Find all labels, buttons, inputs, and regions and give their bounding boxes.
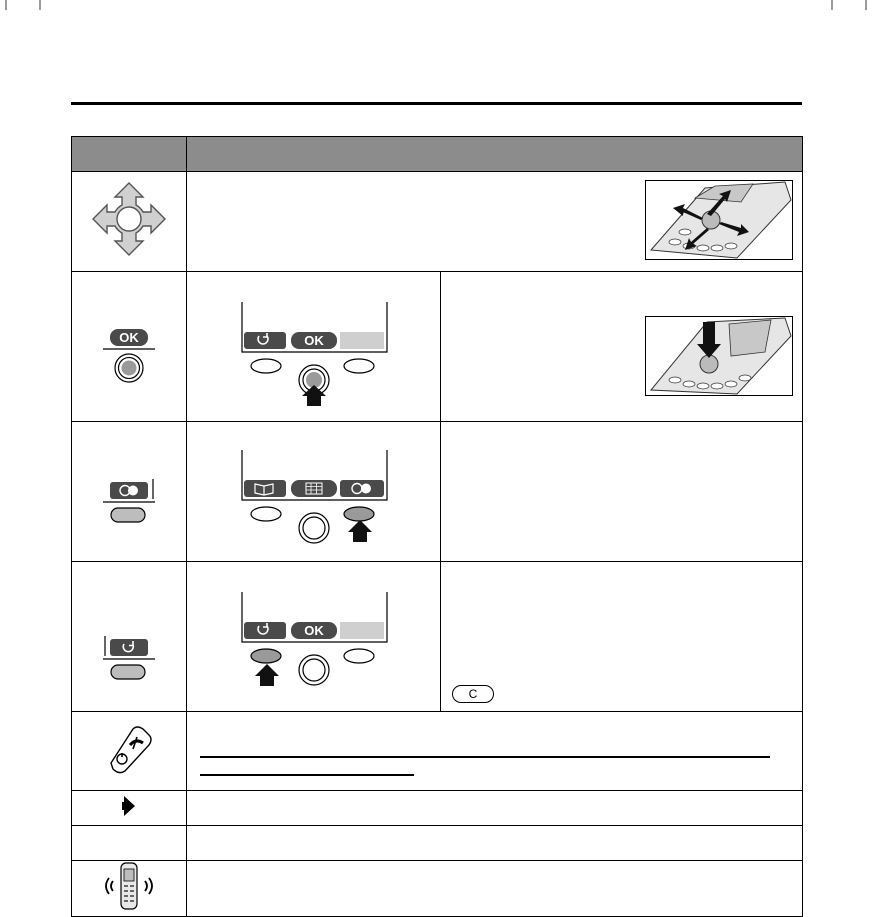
underline-1 [200,756,770,758]
table-row [72,826,803,861]
end-power-key-icon [103,723,155,775]
crop-mark-left [0,0,50,12]
table-row [72,712,803,791]
table-row [72,422,803,562]
right-softkey-icon [99,479,159,539]
ok-key-icon [99,326,159,386]
icon-cell [72,272,187,422]
softkey-label: OK [304,333,324,348]
underline-2 [200,774,414,776]
table-row [72,562,803,712]
softkey-right-diagram [187,422,441,556]
description-cell [441,272,803,422]
handset-center-press-photo [645,316,793,396]
softkey-ok-diagram [187,272,441,416]
icon-cell [72,712,187,791]
header-cell-icon [72,137,187,172]
description-cell [187,861,803,917]
screen-diagram-cell [187,562,441,712]
description-cell [187,826,803,861]
icon-cell [72,172,187,272]
table-row [72,861,803,917]
screen-diagram-cell [187,272,441,422]
icon-cell [72,791,187,826]
clear-key-icon: C [452,685,494,703]
screen-diagram-cell [187,422,441,562]
icon-cell [72,861,187,917]
header-cell-description [187,137,803,172]
handset-navigator-photo [645,180,793,260]
softkey-label: OK [304,623,324,638]
description-cell [187,712,803,791]
back-softkey-icon [99,636,159,696]
table-row [72,172,803,272]
description-cell [441,562,803,712]
description-cell [187,791,803,826]
table-row [72,272,803,422]
description-cell [187,172,803,272]
table-row [72,791,803,826]
key-reference-table [71,136,803,917]
icon-cell [72,826,187,861]
crop-mark-right [822,0,872,12]
step-arrow-icon [122,795,136,817]
description-cell [441,422,803,562]
icon-cell [72,562,187,712]
table-header-row [72,137,803,172]
icon-cell [72,422,187,562]
svg-text:OK: OK [119,330,139,345]
softkey-back-diagram [187,562,441,706]
section-rule [71,102,802,105]
navigator-key-icon [91,181,167,257]
